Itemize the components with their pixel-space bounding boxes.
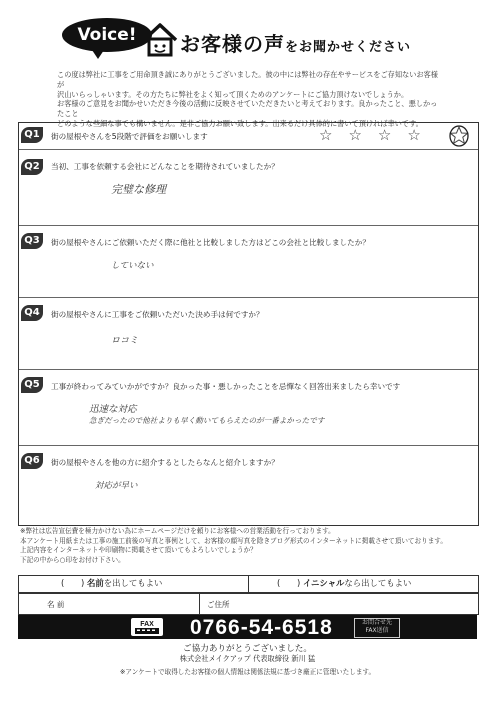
intro-line: お客様のご意見をお聞かせいただき今後の活動に反映させていただきたいと考えております。良かったこと、悪しかったこと [57,99,438,119]
answer-q2: 完璧な修理 [111,183,166,196]
fax-machine-icon [130,617,164,637]
question-row-q6 [19,445,478,524]
choice-paren: ( ) [61,578,85,588]
rating-circle-icon[interactable] [449,125,469,147]
note-line: ※弊社は広告宣伝費を極力かけない為にホームページだけを頼りにお客様への営業活動を行っております。 [20,527,335,535]
consent-choice-row [18,575,479,593]
question-badge: Q1 [21,127,43,143]
question-badge: Q5 [21,377,43,393]
answer-q5-line2: 急ぎだったので他社よりも早く動いてもらえたのが一番よかったです [89,416,325,425]
rating-stars[interactable]: ☆☆☆☆ [319,126,437,144]
note-line: 上記内容をインターネットや印刷物に掲載させて頂いてもよろしいでしょうか？ [20,546,257,554]
question-badge: Q4 [21,305,43,321]
question-row-q2 [19,149,478,226]
choice-rest: を出してもよい [103,578,163,588]
intro-line: 沢山いらっしゃいます。その方たちに弊社をよく知って頂くためのアンケートにご協力頂けないでしょうか。 [57,89,409,99]
question-text: 街の屋根やさんを他の方に紹介するとしたらなんと紹介しますか？ [51,458,279,467]
note-line: 下記の中から○印をお付け下さい。 [20,555,125,564]
thanks-text: ご協力ありがとうございました。 [183,644,312,654]
choice-divider [248,576,249,592]
name-address-row [18,593,479,615]
question-text: 街の屋根やさんにご依頼いただく際に他社と比較しました方はどこの会社と比較しましたか？ [51,238,370,247]
privacy-note: ※アンケートで取得したお客様の個人情報は関係法規に基づき厳正に管理いたします。 [119,668,376,676]
question-badge: Q3 [21,233,43,249]
question-text: 街の屋根やさんを5段階で評価をお願いします [51,132,208,141]
title-sub-text: をお聞かせください [285,40,412,55]
name-divider [199,594,200,614]
choice-name-option[interactable] [61,577,162,589]
fax-bar [18,615,477,639]
question-badge: Q6 [21,453,43,469]
question-text: 当初、工事を依頼する会社にどんなことを期待されていましたか？ [51,162,279,171]
question-row-q1 [19,123,478,150]
question-text: 工事が終わってみていかがですか？良かった事・悪しかったことを忌憚なく回答出来ましたら幸いです [51,382,401,391]
choice-bold: 名前 [86,578,104,588]
answer-q5-line1: 迅速な対応 [89,404,137,415]
voice-badge: Voice! [62,18,152,52]
answer-q4: ロコミ [111,336,139,346]
choice-rest: なら出してもよい [344,578,412,588]
question-row-q5 [19,369,478,446]
address-label: ご住所 [207,600,230,609]
answer-q6: 対応が早い [95,481,138,491]
company-name: 株式会社メイクアップ 代表取締役 新川 猛 [179,654,316,663]
fax-icon-label: FAX [140,621,154,628]
intro-line: この度は弊社に工事をご用命頂き誠にありがとうございました。彼の中には弊社の存在やサービスをご存知ないお客様が [57,70,438,89]
question-row-q3 [19,225,478,298]
choice-paren: ( ) [277,578,301,588]
title-main-text: お客様の声 [180,32,285,56]
stamp-line: FAX送信 [365,627,389,634]
intro-line: どのような些細な事でも構いません。是非ご協力お願い致します。出来るだけ具体的に書いて頂ければ幸いです。 [57,118,423,128]
stamp-line: お問合せ先 [361,619,392,626]
fax-number[interactable]: 0766-54-6518 [190,616,333,639]
intro-text [57,70,442,129]
question-badge: Q2 [21,159,43,175]
choice-bold: イニシャル [302,578,345,588]
page-title [180,28,411,57]
question-row-q4 [19,297,478,370]
question-table [18,122,479,526]
note-line: 本アンケート用紙または工事の施工前後の写真と事例として、お客様の顔写真を除きブログ形式のインターネットに掲載させて頂いております。 [20,536,447,545]
fax-stamp [354,618,400,638]
question-text: 街の屋根やさんに工事をご依頼いただいた決め手は何ですか？ [51,310,264,319]
name-label: 名 前 [47,600,65,609]
house-icon [140,20,180,60]
answer-q3: していない [111,261,154,271]
consent-notes [20,527,490,565]
choice-initial-option[interactable] [277,577,411,589]
